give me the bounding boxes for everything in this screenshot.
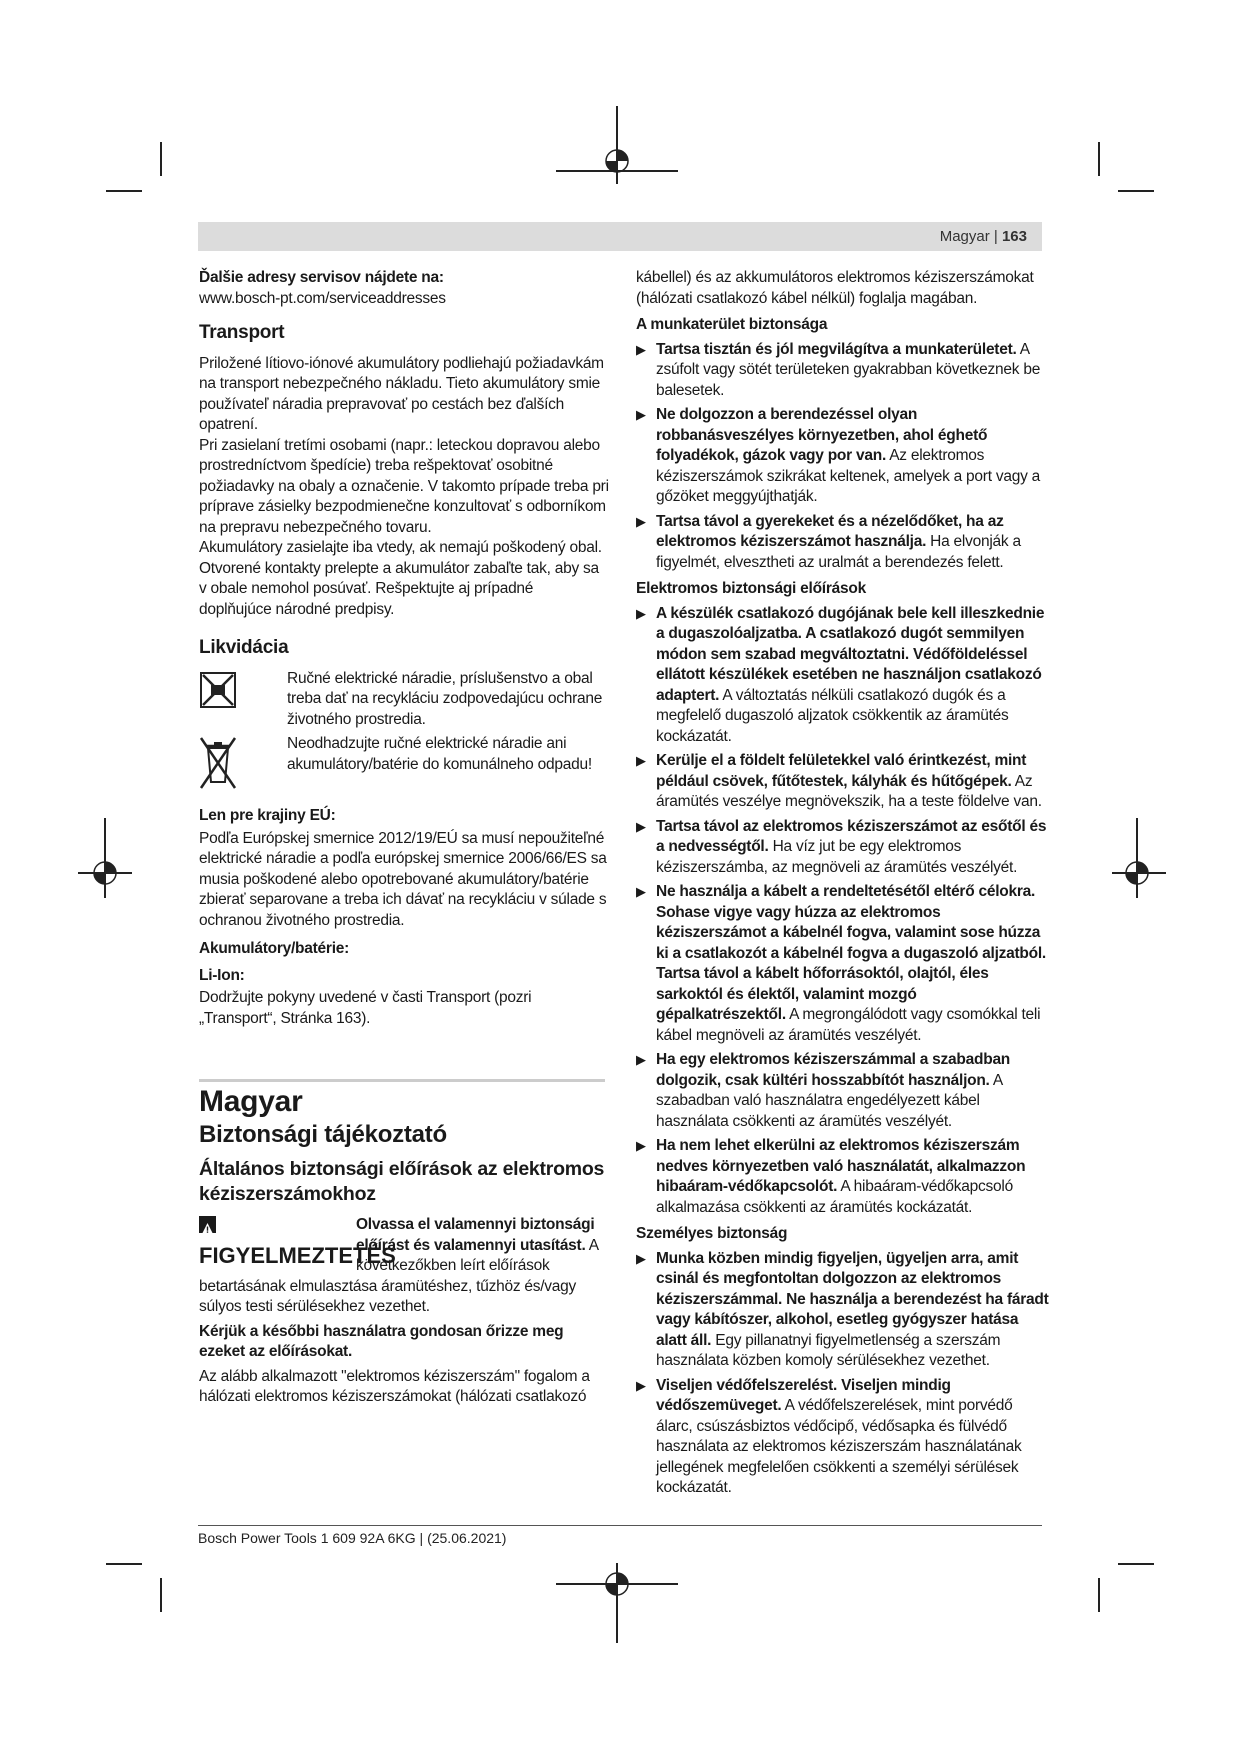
bullet-item: ▶ Tartsa tisztán és jól megvilágítva a munkaterületet. A zsúfolt vagy sötét területeken gyakrabban következnek be balesetek. (636, 340, 1050, 402)
transport-paragraph: Akumulátory zasielajte iba vtedy, ak nemajú poškodený obal. Otvorené kontakty prelepte a akumulátor zabaľte tak, aby sa v obale nemohol posúvať. Rešpektujte aj prípadné doplňujúce národné predpisy. (199, 539, 602, 618)
electrical-heading: Elektromos biztonsági előírások (636, 580, 866, 597)
bullet-item: ▶ Ne használja a kábelt a rendeltetésétől eltérő célokra. Sohase vigye vagy húzza az elektromos kéziszerszámot a kábelnél fogva, valamint sose húzza ki a csatlakozót a kábelnél fogva a dugaszoló aljzatból. Tartsa távol a kábelt hőforrásoktól, olajtól, éles sarkoktól és élektől, valamint mozgó gépalkatrészektől. A megrongálódott vagy csomókkal teli kábel megnöveli az áramütés veszélyét. (636, 882, 1050, 1046)
bullet-item: ▶ Tartsa távol az elektromos kéziszerszámot az esőtől és a nedvességtől. Ha víz jut be egy elektromos kéziszerszámba, az megnöveli az áramütés veszélyét. (636, 817, 1050, 879)
service-url: www.bosch-pt.com/serviceaddresses (199, 289, 446, 307)
bullet-item: ▶ Viseljen védőfelszerelést. Viseljen mindig védőszemüveget. A védőfelszerelések, mint porvédő álarc, csúszásbiztos védőcipő, védősapka és fülvédő használata az elektromos kéziszerszám használatának jellegének megfelelően csökkenti a személyi sérülések kockázatát. (636, 1376, 1050, 1499)
disposal-heading: Likvidácia (199, 637, 289, 658)
definition-paragraph: Az alább alkalmazott "elektromos kéziszerszám" fogalom a hálózati elektromos kéziszerszámokat (hálózati csatlakozó (199, 1367, 590, 1405)
crop-mark (106, 1563, 142, 1565)
service-label: Ďalšie adresy servisov nájdete na: (199, 269, 444, 286)
registration-line (1136, 818, 1138, 898)
transport-paragraph: Pri zasielaní tretími osobami (napr.: leteckou dopravou alebo prostredníctvom špedície) treba rešpektovať osobitné požiadavky na obaly a označenie. V takomto prípade treba pri príprave zásielky bezpodmienečne konzultovať s odborníkom na prepravu nebezpečného tovaru. (199, 436, 609, 536)
section-divider (199, 1079, 605, 1082)
left-column (199, 268, 609, 1408)
bullet-item: ▶ Ne dolgozzon a berendezéssel olyan robbanásveszélyes környezetben, ahol éghető folyadékok, gázok vagy por van. Az elektromos kéziszerszámok szikrákat keltenek, amelyek a port vagy a gőzöket meggyújthatják. (636, 405, 1050, 508)
warning-label: FIGYELMEZTETÉS (199, 1215, 344, 1269)
page-footer (198, 1525, 1042, 1546)
registration-line (104, 818, 106, 898)
keep-instructions: Kérjük a későbbi használatra gondosan őrizze meg ezeket az előírásokat. (199, 1322, 564, 1360)
warning-text: A következőkben leírt előírások betartásának elmulasztása áramütéshez, tűzhöz és/vagy súlyos testi sérülésekhez vezethet. (199, 1236, 598, 1315)
crop-mark (160, 142, 162, 176)
footer-text: Bosch Power Tools 1 609 92A 6KG | (25.06.2021) (198, 1530, 507, 1546)
warning-block (199, 1215, 609, 1318)
safety-heading: Biztonsági tájékoztató (199, 1120, 447, 1148)
crossed-bin-icon (199, 734, 237, 792)
warning-bold-text: Olvassa el valamennyi biztonsági előírást és valamennyi utasítást. (356, 1216, 595, 1254)
header-language: Magyar (939, 228, 990, 245)
work-area-heading: A munkaterület biztonsága (636, 316, 828, 333)
transport-paragraph: Priložené lítiovo-iónové akumulátory podliehajú požiadavkám na transport nebezpečného nákladu. Tieto akumulátory smie používateľ náradia prepravovať po cestách bez ďalších opatrení. (199, 354, 604, 433)
bullet-item: ▶ Munka közben mindig figyeljen, ügyeljen arra, amit csinál és megfontoltan dolgozzon az elektromos kéziszerszámmal. Ne használja a berendezést ha fáradt vagy kábítószer, alkohol, esetleg gyógyszer hatása alatt áll. Egy pillanatnyi figyelmetlenség a szerszám használata közben komoly sérülésekhez vezethet. (636, 1249, 1050, 1372)
eu-heading: Len pre krajiny EÚ: (199, 807, 336, 824)
continued-paragraph: kábellel) és az akkumulátoros elektromos kéziszerszámokat (hálózati csatlakozó kábel nélkül) foglalja magában. (636, 269, 1034, 307)
warning-triangle-icon (199, 1216, 216, 1233)
battery-heading: Akumulátory/batérie: (199, 940, 350, 957)
general-safety-heading: Általános biztonsági előírások az elektromos kéziszerszámokhoz (199, 1158, 605, 1205)
bullet-item: ▶ Tartsa távol a gyerekeket és a nézelődőket, ha az elektromos kéziszerszámot használja. Ha elvonják a figyelmét, elvesztheti az uralmát a berendezés felett. (636, 512, 1050, 574)
eu-paragraph: Podľa Európskej smernice 2012/19/EÚ sa musí nepoužiteľné elektrické náradie a podľa európskej smernice 2006/66/ES sa musia poškodené alebo opotrebované akumulátory/batérie zbierať separovane a treba ich dávať na recykláciu v súlade s ochranou životného prostredia. (199, 829, 607, 929)
disposal-row (199, 669, 609, 731)
crop-mark (160, 1578, 162, 1612)
crop-mark (106, 190, 142, 192)
crop-mark (1118, 190, 1154, 192)
registration-mark-icon (604, 1571, 630, 1597)
page-header-bar (198, 222, 1042, 251)
language-title: Magyar (199, 1085, 303, 1118)
crop-mark (1098, 1578, 1100, 1612)
personal-safety-heading: Személyes biztonság (636, 1225, 788, 1242)
bullet-item: ▶ Ha egy elektromos kéziszerszámmal a szabadban dolgozik, csak kültéri hosszabbítót használjon. A szabadban való használatra engedélyezett kábel használata csökkenti az áramütés veszélyét. (636, 1050, 1050, 1132)
disposal-row (199, 734, 609, 792)
page-number: 163 (1001, 228, 1027, 245)
bullet-item: ▶ Kerülje el a földelt felületekkel való érintkezést, mint például csövek, fűtőtestek, kályhák és hűtőgépek. Az áramütés veszélye megnövekszik, ha a teste földelve van. (636, 751, 1050, 813)
liion-heading: Li-Ion: (199, 966, 245, 984)
recycle-packaging-icon (199, 669, 237, 711)
crop-mark (1098, 142, 1100, 176)
running-header: Magyar | 163 (939, 228, 1027, 245)
registration-mark-icon (604, 148, 630, 174)
disposal-text: Neodhadzujte ručné elektrické náradie ani akumulátory/batérie do komunálneho odpadu! (287, 735, 592, 773)
bullet-item: ▶ Ha nem lehet elkerülni az elektromos kéziszerszám nedves környezetben való használatát, alkalmazzon hibaáram-védőkapcsolót. A hibaáram-védőkapcsoló alkalmazása csökkenti az áramütés kockázatát. (636, 1136, 1050, 1218)
transport-heading: Transport (199, 322, 285, 343)
bullet-item: ▶ A készülék csatlakozó dugójának bele kell illeszkednie a dugaszolóaljzatba. A csatlakozó dugót semmilyen módon sem szabad megváltoztatni. Védőföldeléssel ellátott készülékek esetében ne használjon csatlakozó adaptert. A változtatás nélküli csatlakozó dugók és a megfelelő dugaszoló aljzatok csökkentik az áramütés kockázatát. (636, 604, 1050, 748)
registration-mark-icon (1124, 860, 1150, 886)
registration-mark-icon (92, 860, 118, 886)
crop-mark (1118, 1563, 1154, 1565)
right-column (636, 268, 1050, 1503)
disposal-text: Ručné elektrické náradie, príslušenstvo a obal treba dať na recykláciu zodpovedajúcu ochrane životného prostredia. (287, 669, 603, 728)
liion-paragraph: Dodržujte pokyny uvedené v časti Transport (pozri „Transport“, Stránka 163). (199, 989, 532, 1027)
